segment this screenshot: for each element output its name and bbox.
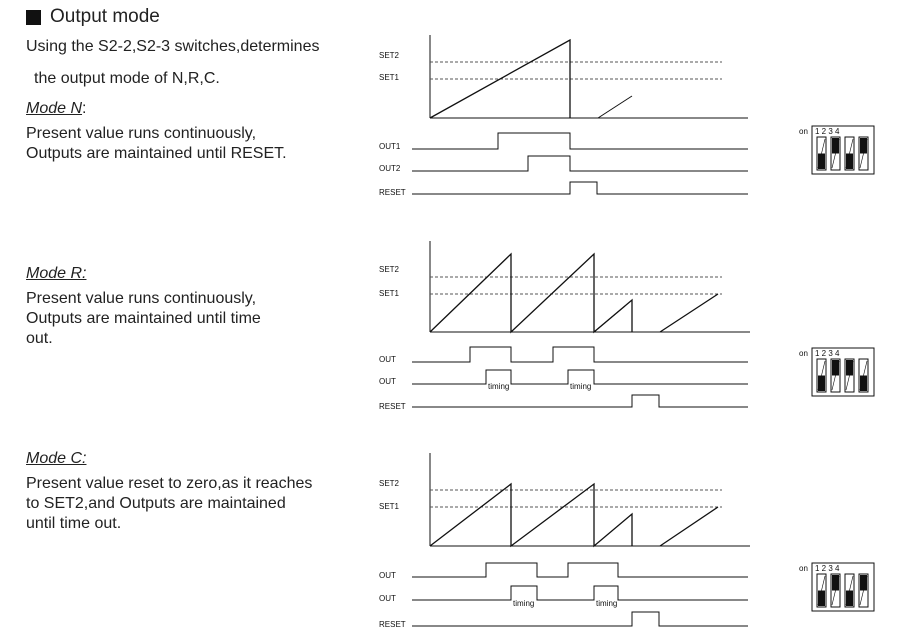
mode-r-reset-label: RESET: [379, 402, 406, 411]
switch-knob-1: [818, 591, 825, 607]
mode-c-switch-numbers: 1 2 3 4: [815, 564, 840, 573]
switch-knob-4: [860, 138, 867, 154]
switch-knob-4: [860, 575, 867, 591]
switch-knob-2: [832, 138, 839, 154]
switch-knob-2: [832, 360, 839, 376]
mode-c-ramps: [430, 484, 632, 546]
switch-knob-3: [846, 591, 853, 607]
mode-c-out-label: OUT: [379, 571, 396, 580]
mode-r-line-3: out.: [26, 330, 53, 347]
mode-c-out-timing-signal: [412, 586, 748, 600]
mode-c-title: Mode C:: [26, 450, 87, 467]
mode-c-switch-on-label: on: [799, 564, 808, 573]
switch-knob-1: [818, 154, 825, 170]
mode-n-switch-on-label: on: [799, 127, 808, 136]
intro-line-2: the output mode of N,R,C.: [34, 70, 220, 87]
mode-n-set2-label: SET2: [379, 51, 400, 60]
mode-r-out2-label: OUT: [379, 377, 396, 386]
mode-c-switch-levers: [817, 574, 868, 607]
mode-n-timing-diagram: [370, 30, 760, 210]
mode-c-set2-label: SET2: [379, 479, 400, 488]
mode-r-line-2: Outputs are maintained until time: [26, 310, 261, 327]
intro-line-1: Using the S2-2,S2-3 switches,determines: [26, 38, 320, 55]
mode-n-out1-signal: [412, 133, 748, 149]
mode-c-ramp-last: [660, 507, 718, 546]
mode-n-reset-signal: [412, 182, 748, 194]
mode-r-out-signal: [412, 347, 748, 362]
section-title: Output mode: [50, 6, 160, 27]
mode-c-reset-signal: [412, 612, 748, 626]
mode-n-line-2: Outputs are maintained until RESET.: [26, 145, 287, 162]
mode-c-set1-label: SET1: [379, 502, 400, 511]
mode-c-line-2: to SET2,and Outputs are maintained: [26, 495, 286, 512]
switch-knob-3: [846, 360, 853, 376]
mode-c-timing-diagram: [370, 450, 760, 636]
mode-c-timing-label-2: timing: [596, 599, 618, 608]
mode-r-reset-signal: [412, 395, 748, 407]
mode-n-set1-label: SET1: [379, 73, 400, 82]
mode-r-ramp-last: [660, 294, 718, 332]
mode-n-ramp-2: [598, 96, 632, 118]
section-heading: [26, 6, 160, 28]
mode-n-title-colon: :: [82, 100, 87, 117]
mode-c-out-signal: [412, 563, 748, 577]
mode-c-line-1: Present value reset to zero,as it reaches: [26, 475, 313, 492]
mode-r-timing-label-2: timing: [570, 382, 592, 391]
mode-n-switch-numbers: 1 2 3 4: [815, 127, 840, 136]
mode-c-line-3: until time out.: [26, 515, 122, 532]
mode-n-title: [26, 100, 86, 118]
mode-c-out2-label: OUT: [379, 594, 396, 603]
square-bullet-icon: [26, 10, 41, 25]
mode-n-reset-label: RESET: [379, 188, 406, 197]
switch-knob-2: [832, 575, 839, 591]
switch-knob-3: [846, 154, 853, 170]
mode-r-ramps: [430, 254, 632, 332]
switch-knob-4: [860, 376, 867, 392]
mode-r-timing-diagram: [370, 238, 760, 418]
mode-n-switch-levers: [817, 137, 868, 170]
mode-c-reset-label: RESET: [379, 620, 406, 629]
mode-r-set1-label: SET1: [379, 289, 400, 298]
mode-r-switch-numbers: 1 2 3 4: [815, 349, 840, 358]
mode-r-switch-levers: [817, 359, 868, 392]
mode-n-title-text: Mode N: [26, 100, 83, 117]
mode-r-line-1: Present value runs continuously,: [26, 290, 257, 307]
mode-n-line-1: Present value runs continuously,: [26, 125, 257, 142]
mode-r-out-label: OUT: [379, 355, 396, 364]
mode-n-out2-label: OUT2: [379, 164, 401, 173]
mode-r-ramp-thin: [594, 306, 625, 332]
mode-c-timing-label-1: timing: [513, 599, 535, 608]
mode-r-title: Mode R:: [26, 265, 87, 282]
mode-r-timing-label-1: timing: [488, 382, 510, 391]
mode-r-dip-switch-icon: [798, 346, 880, 400]
mode-r-set2-label: SET2: [379, 265, 400, 274]
mode-r-switch-on-label: on: [799, 349, 808, 358]
mode-n-out1-label: OUT1: [379, 142, 401, 151]
mode-n-out2-signal: [412, 156, 748, 171]
mode-n-dip-switch-icon: [798, 124, 880, 178]
mode-c-dip-switch-icon: [798, 561, 880, 615]
switch-knob-1: [818, 376, 825, 392]
